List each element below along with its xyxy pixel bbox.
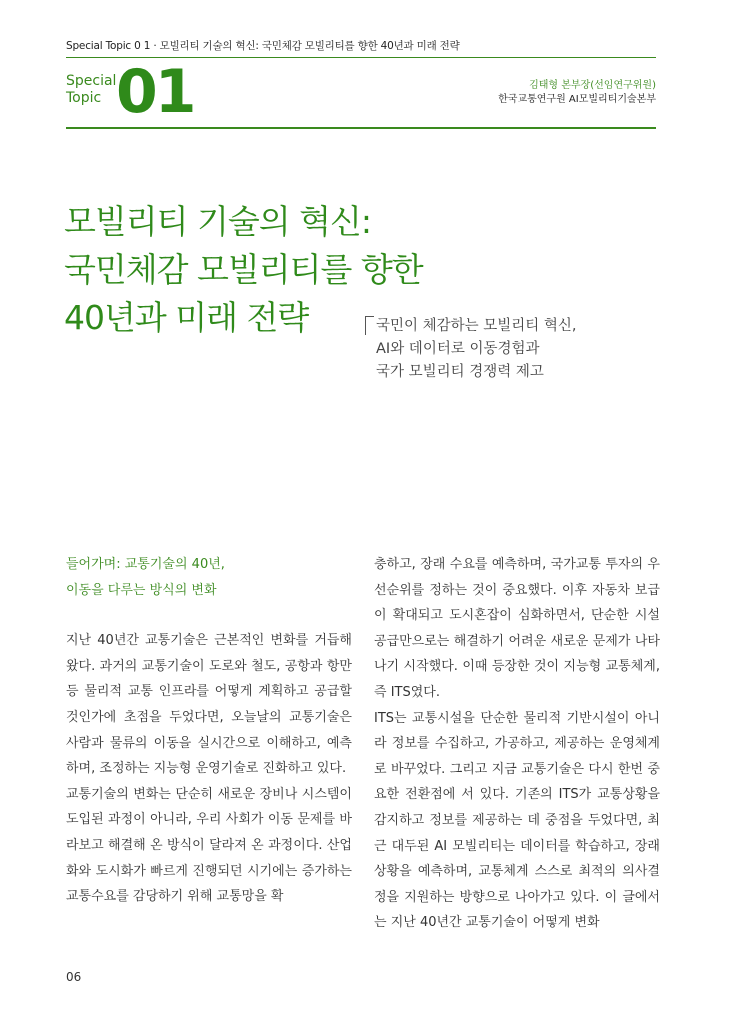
section-heading-line: 들어가며: 교통기술의 40년, (66, 557, 225, 572)
page-number: 06 (66, 970, 82, 984)
section-heading (66, 552, 352, 603)
special-topic-label (66, 73, 116, 107)
title-line: 국민체감 모빌리티를 향한 (64, 250, 423, 289)
body-column-right (374, 552, 660, 936)
subtitle-line: AI와 데이터로 이동경험과 (376, 341, 540, 357)
subtitle-bracket (365, 316, 374, 335)
article-subtitle (376, 315, 577, 384)
topic-number: 01 (116, 57, 194, 127)
body-paragraph: 충하고, 장래 수요를 예측하며, 국가교통 투자의 우선순위를 정하는 것이 중요했다. 이후 자동차 보급이 확대되고 도시혼잡이 심화하면서, 단순한 시설 공급만으로는 해결하기 어려운 새로운 문제가 나타나기 시작했다. 이때 등장한 것이 지능형 교통체계, 즉 ITS였다. (374, 557, 660, 700)
subtitle-line: 국가 모빌리티 경쟁력 제고 (376, 364, 544, 380)
section-heading-line: 이동을 다루는 방식의 변화 (66, 582, 217, 598)
author-name: 김태형 본부장(선임연구위원) (529, 80, 656, 91)
special-label-line1: Special (66, 73, 117, 89)
special-label-line2: Topic (66, 90, 102, 106)
author-block (498, 79, 656, 107)
body-paragraph: 교통기술의 변화는 단순히 새로운 장비나 시스템이 도입된 과정이 아니라, 우리 사회가 이동 문제를 바라보고 해결해 온 방식이 달라져 온 과정이다. 산업화와 도시화가 빠르게 진행되던 시기에는 증가하는 교통수요를 감당하기 위해 교통망을 확 (66, 786, 352, 905)
body-paragraph: ITS는 교통시설을 단순한 물리적 기반시설이 아니라 정보를 수집하고, 가공하고, 제공하는 운영체계로 바꾸었다. 그리고 지금 교통기술은 다시 한번 중요한 전환점에 서 있다. 기존의 ITS가 교통상황을 감지하고 정보를 제공하는 데 중점을 두었다면, 최근 대두된 AI 모빌리티는 데이터를 학습하고, 장래 상황을 예측하며, 교통체계 스스로 최적의 의사결정을 지원하는 방향으로 나아가고 있다. 이 글에서는 지난 40년간 교통기술이 어떻게 변화 (374, 710, 660, 931)
subtitle-line: 국민이 체감하는 모빌리티 혁신, (376, 318, 577, 334)
body-paragraph: 지난 40년간 교통기술은 근본적인 변화를 거듭해 왔다. 과거의 교통기술이 도로와 철도, 공항과 항만 등 물리적 교통 인프라를 어떻게 계획하고 공급할 것인가에 초점을 두었다면, 오늘날의 교통기술은 사람과 물류의 이동을 실시간으로 이해하고, 예측하며, 조정하는 지능형 운영기술로 진화하고 있다. (66, 633, 352, 777)
title-line: 40년과 미래 전략 (64, 298, 309, 337)
running-head: Special Topic 0 1 · 모빌리티 기술의 혁신: 국민체감 모빌리티를 향한 40년과 미래 전략 (66, 40, 460, 52)
title-line: 모빌리티 기술의 혁신: (64, 202, 371, 241)
section-rule (66, 127, 656, 129)
author-organization: 한국교통연구원 AI모빌리티기술본부 (498, 94, 656, 105)
body-column-left (66, 552, 352, 910)
